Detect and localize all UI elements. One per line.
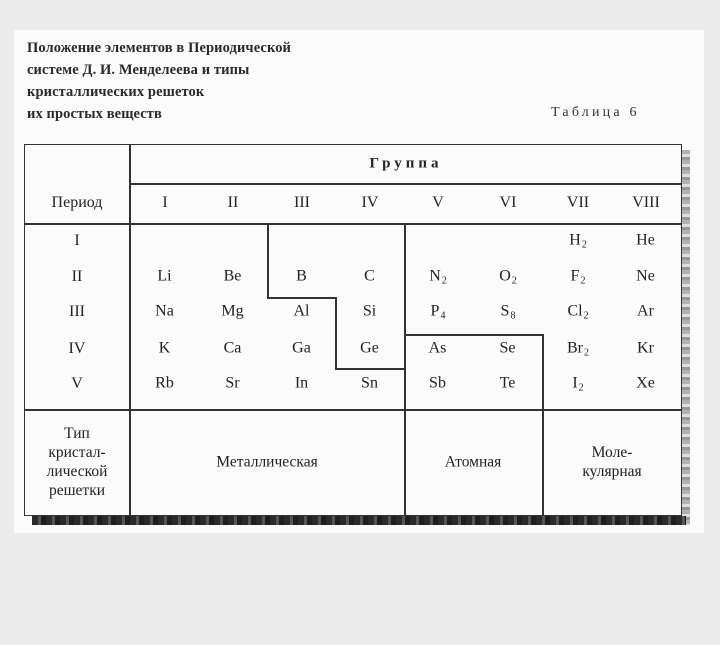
group-number: VI <box>499 194 517 211</box>
group-header-divider <box>129 183 682 185</box>
metal-boundary-step <box>335 368 404 370</box>
group-number: VII <box>566 194 590 211</box>
element-cell: $I_2$ <box>572 374 584 394</box>
caption-line-1: Положение элементов в Периодической <box>27 40 292 56</box>
page-edge-shadow-bottom <box>32 516 686 525</box>
metal-boundary-step <box>335 297 337 369</box>
element-cell: Kr <box>637 339 654 357</box>
period-number: II <box>71 268 83 285</box>
period-header: Период <box>51 194 103 211</box>
lattice-type-header: Тип кристал- лической решетки <box>46 425 108 499</box>
period-number: V <box>71 375 83 392</box>
period-number: I <box>74 232 80 249</box>
element-cell: Ar <box>637 302 654 320</box>
table-number-label: Таблица 6 <box>551 105 640 120</box>
lattice-type-molecular: Моле- кулярная <box>582 444 642 480</box>
lattice-type-atomic: Атомная <box>444 453 502 471</box>
element-cell: Ne <box>636 267 655 285</box>
lattice-type-metallic: Металлическая <box>216 453 318 471</box>
element-cell: $S_8$ <box>500 302 516 322</box>
element-cell: Sr <box>225 374 240 392</box>
element-cell: In <box>294 374 309 392</box>
element-cell: Si <box>362 302 377 320</box>
element-cell: Ca <box>223 339 242 357</box>
atomic-column-divider <box>404 409 406 516</box>
element-cell: $O_2$ <box>499 267 517 287</box>
header-row-divider <box>24 223 682 225</box>
element-cell: C <box>364 267 375 285</box>
metal-boundary-step <box>404 223 406 410</box>
element-cell: Sb <box>429 374 446 392</box>
element-cell: Te <box>499 374 516 392</box>
group-number: VIII <box>632 194 660 211</box>
group-number: IV <box>361 194 379 211</box>
element-cell: $P_4$ <box>430 302 446 322</box>
atomic-boundary-step <box>404 334 542 336</box>
metal-boundary-step <box>267 297 335 299</box>
element-cell: Ga <box>292 339 311 357</box>
element-cell: Xe <box>636 374 655 392</box>
table-caption <box>27 37 291 125</box>
element-cell: Al <box>293 302 310 320</box>
element-cell: Be <box>223 267 242 285</box>
group-number: I <box>162 194 168 211</box>
element-cell: $Br_2$ <box>567 339 589 359</box>
element-cell: Sn <box>361 374 378 392</box>
metal-boundary-step <box>267 223 269 298</box>
element-cell: Na <box>155 302 174 320</box>
element-cell: $Cl_2$ <box>567 302 589 322</box>
element-cell: Li <box>157 267 172 285</box>
element-cell: B <box>296 267 307 285</box>
element-cell: Se <box>499 339 516 357</box>
element-cell: Rb <box>155 374 174 392</box>
type-row-divider <box>24 409 682 411</box>
atomic-boundary-step <box>542 334 544 410</box>
group-number: III <box>294 194 310 211</box>
element-cell: $H_2$ <box>569 231 587 251</box>
molecular-column-divider <box>542 409 544 516</box>
element-cell: Ge <box>360 339 379 357</box>
element-cell: He <box>636 231 655 249</box>
caption-line-2: системе Д. И. Менделеева и типы <box>27 62 250 78</box>
page-edge-shadow <box>682 150 690 525</box>
caption-line-4: их простых веществ <box>27 106 162 122</box>
element-cell: Mg <box>221 302 244 320</box>
period-column-divider <box>129 144 131 516</box>
group-number: V <box>432 194 444 211</box>
element-cell: $F_2$ <box>570 267 586 287</box>
period-number: IV <box>68 340 86 357</box>
caption-line-3: кристаллических решеток <box>27 84 205 100</box>
group-number: II <box>227 194 239 211</box>
period-number: III <box>69 303 85 320</box>
element-cell: As <box>428 339 447 357</box>
element-cell: $N_2$ <box>429 267 447 287</box>
element-cell: K <box>158 339 171 357</box>
group-header: Группа <box>369 155 443 172</box>
